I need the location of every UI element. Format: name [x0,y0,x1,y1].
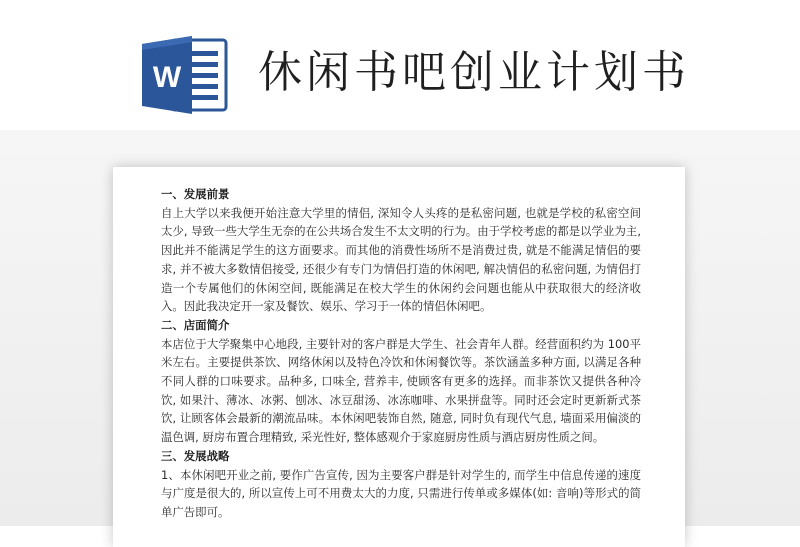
section-paragraph: 本店位于大学聚集中心地段, 主要针对的客户群是大学生、社会青年人群。经营面积约为 100平米左右。主要提供茶饮、网络休闲以及特色冷饮和休闲餐饮等。茶饮涵盖多种方面, 以满足各种不同人群的口味要求。品种多, 口味全, 营养丰, 使顾客有更多的选择。而非茶饮又提供各种冷饮, 如果汁、薄冰、冰粥、刨冰、冰豆甜汤、冰冻咖啡、水果拼盘等。同时还会定时更新新式茶饮, 让顾客体会最新的潮流品味。本休闲吧装饰自然, 随意, 同时负有现代气息, 墙面采用偏淡的温色调, 厨房布置合理精致, 采光性好, 整体感观介于家庭厨房性质与酒店厨房性质之间。 [161,336,641,445]
section-heading: 一、发展前景 [161,187,230,201]
word-icon-letter: W [152,61,182,94]
section-paragraph: 自上大学以来我便开始注意大学里的情侣, 深知令人头疼的是私密问题, 也就是学校的私密空间太少, 导致一些大学生无奈的在公共场合发生不太文明的行为。由于学校考虑的都是以学业为主, 因此并不能满足学生的这方面要求。而其他的消费性场所不是消费过贵, 就是不能满足情侣的要求, 并不被大多数情侣接受, 还很少有专门为情侣打造的休闲吧, 解决情侣的私密问题, 为情侣打造一个专属他们的休闲空间, 既能满足在校大学生的休闲约会问题也能从中获取很大的经济收入。因此我决定开一家及餐饮、娱乐、学习于一体的情侣休闲吧。 [161,205,641,314]
word-icon [142,34,228,116]
section-paragraph: 1、本休闲吧开业之前, 要作广告宣传, 因为主要客户群是针对学生的, 而学生中信息传递的速度与广度是很大的, 所以宣传上可不用费太大的力度, 只需进行传单或多媒体(如: 音响)等形式的简单广告即可。 [161,467,641,519]
document-page [113,167,685,547]
header-banner [0,0,800,130]
document-body [161,185,641,522]
section-heading: 三、发展战略 [161,448,230,463]
section-heading: 二、店面简介 [161,317,230,332]
page-title: 休闲书吧创业计划书 [258,47,690,98]
